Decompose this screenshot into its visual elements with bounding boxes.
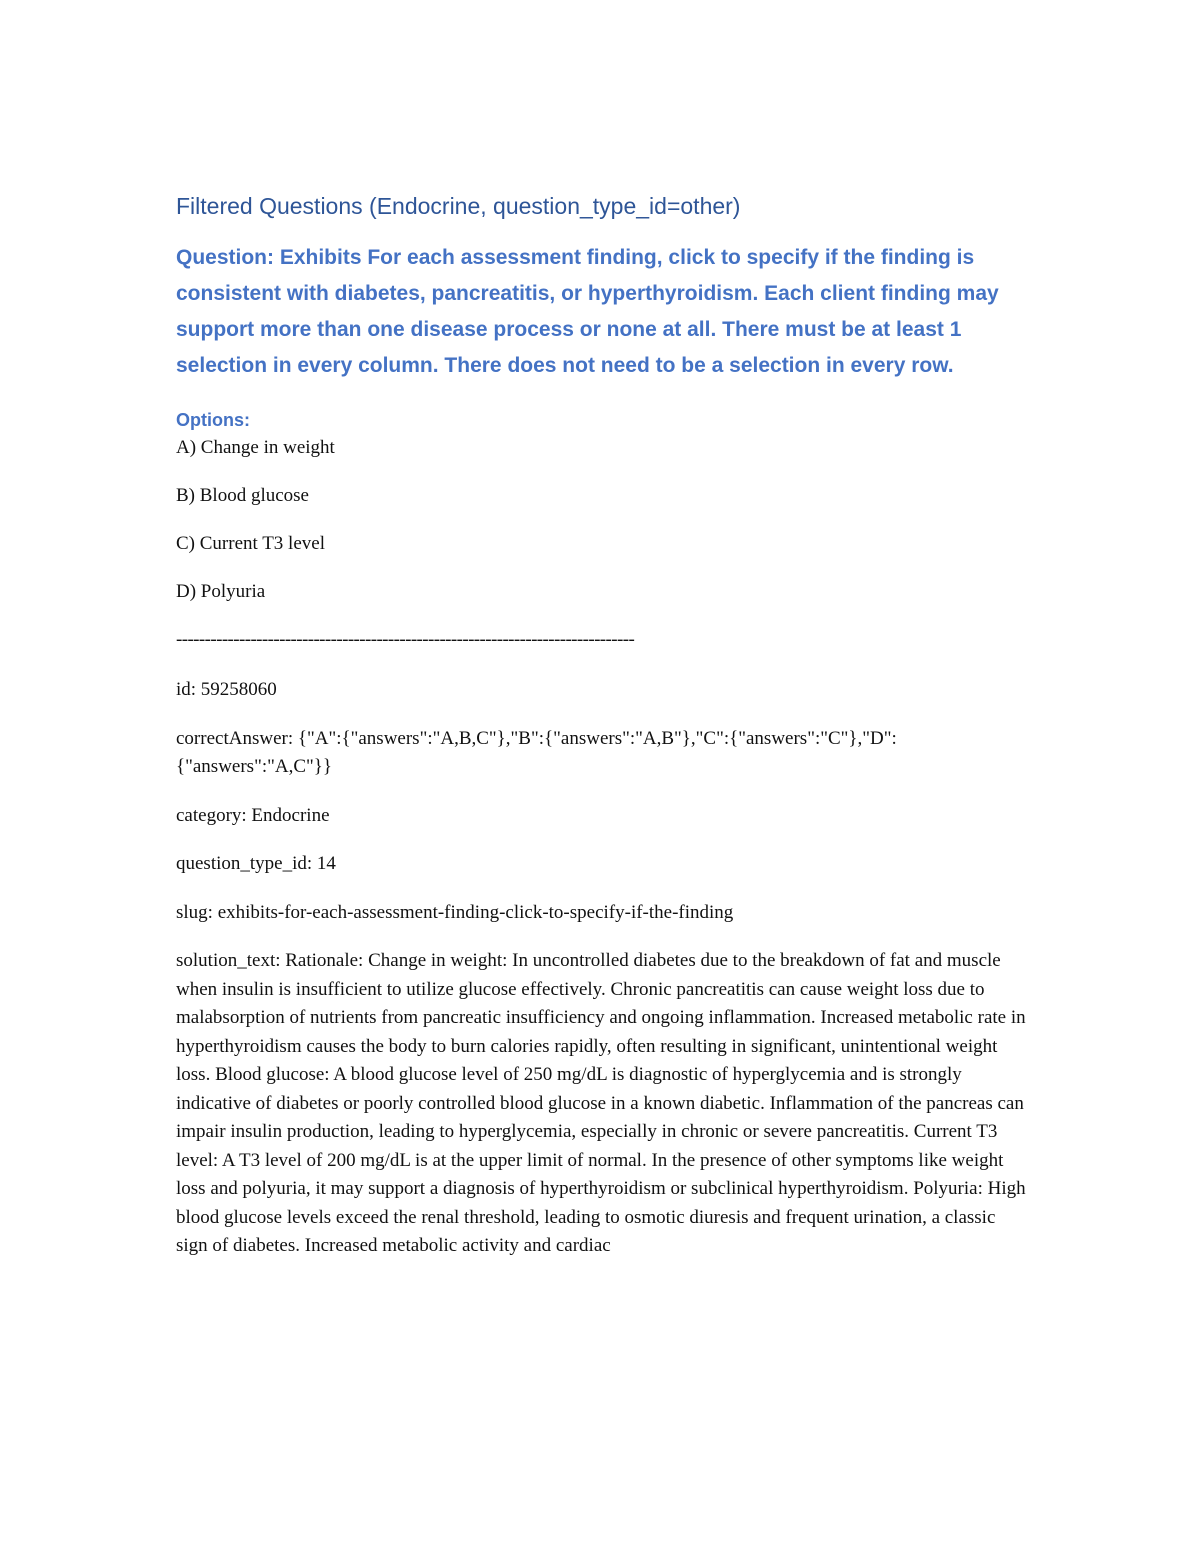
- field-solution-text: solution_text: Rationale: Change in weight: In uncontrolled diabetes due to the breakdown of fat and muscle when insulin is insufficient to utilize glucose effectively. Chronic pancreatitis can cause weight loss due to malabsorption of nutrients from pancreatic insufficiency and ongoing inflammation. Increased metabolic rate in hyperthyroidism causes the body to burn calories rapidly, often resulting in significant, unintentional weight loss. Blood glucose: A blood glucose level of 250 mg/dL is diagnostic of hyperglycemia and is strongly indicative of diabetes or poorly controlled blood glucose in a known diabetic. Inflammation of the pancreas can impair insulin production, leading to hyperglycemia, especially in chronic or severe pancreatitis. Current T3 level: A T3 level of 200 mg/dL is at the upper limit of normal. In the presence of other symptoms like weight loss and polyuria, it may support a diagnosis of hyperthyroidism or subclinical hyperthyroidism. Polyuria: High blood glucose levels exceed the renal threshold, leading to osmotic diuresis and frequent urination, a classic sign of diabetes. Increased metabolic activity and cardiac: [176, 950, 1026, 1256]
- field-id: id: 59258060: [176, 679, 277, 700]
- options-heading: Options:: [176, 410, 250, 430]
- question-text: Question: Exhibits For each assessment finding, click to specify if the finding is consistent with diabetes, pancreatitis, or hyperthyroidism. Each client finding may support more than one disease process or none at all. There must be at least 1 selection in every column. There does not need to be a selection in every row.: [176, 246, 999, 377]
- option-a: A) Change in weight: [176, 437, 335, 458]
- option-b: B) Blood glucose: [176, 485, 309, 506]
- metadata-fields: [176, 676, 1026, 1261]
- field-category: category: Endocrine: [176, 804, 330, 826]
- option-d: D) Polyuria: [176, 581, 266, 602]
- divider-line: --------------------------------------------------------------------------------: [176, 629, 635, 650]
- options-list: [176, 436, 1026, 604]
- field-slug: slug: exhibits-for-each-assessment-finding-click-to-specify-if-the-finding: [176, 901, 734, 923]
- page-title: Filtered Questions (Endocrine, question_type_id=other): [176, 193, 741, 219]
- document-page: [176, 190, 1026, 1281]
- option-c: C) Current T3 level: [176, 533, 325, 554]
- field-correct-answer: correctAnswer: {"A":{"answers":"A,B,C"},"B":{"answers":"A,B"},"C":{"answers":"C"},"D":{"answers":"A,C"}}: [176, 727, 897, 777]
- field-question-type-id: question_type_id: 14: [176, 853, 336, 874]
